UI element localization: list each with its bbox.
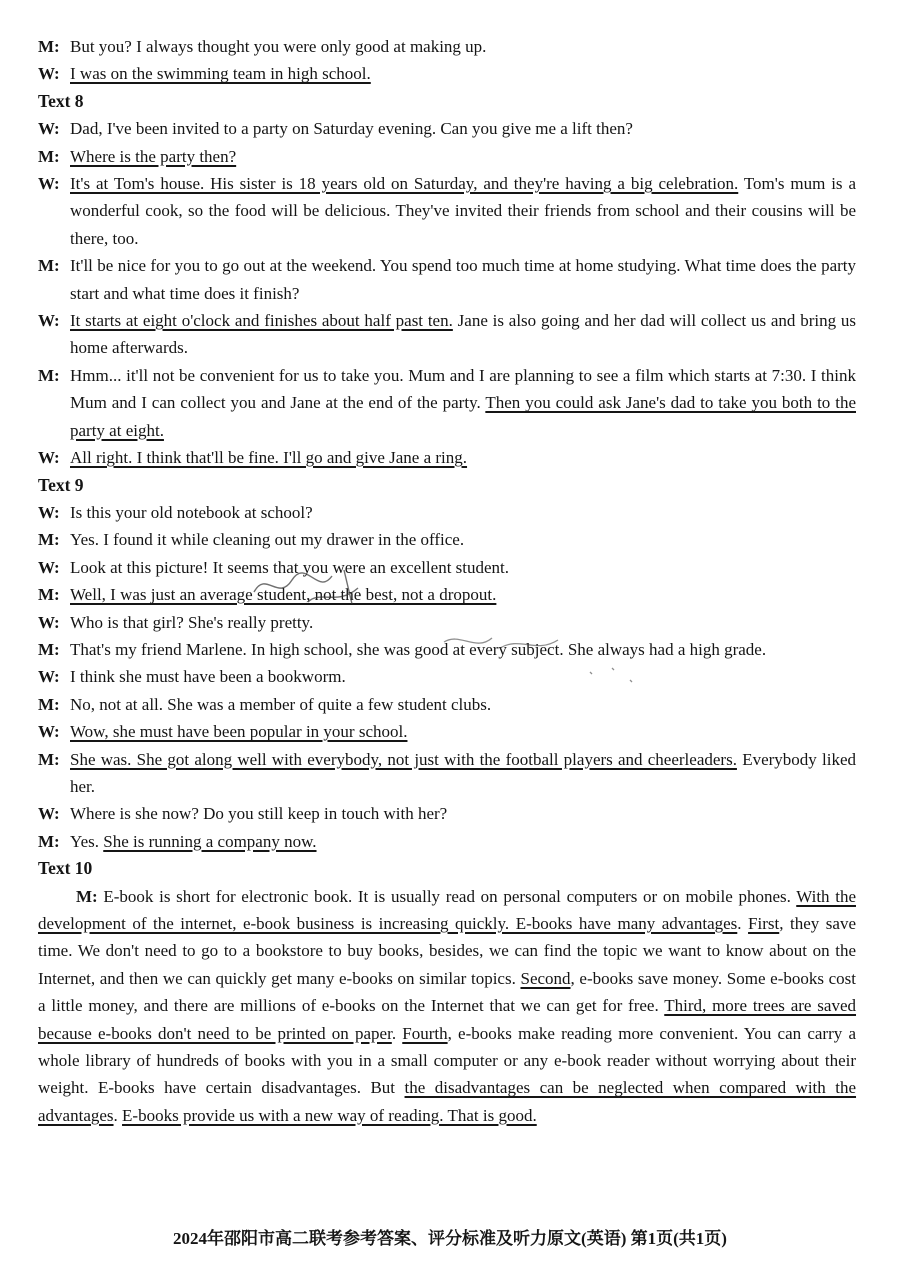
paragraph-text: , e-books make reading more convenient. You can carry a whole library of hundreds of books with you in a small computer or any e-book reader without worrying about their weight. E-books have certain disadvantages. But [38,1023,857,1098]
speaker-label: W: [38,722,60,742]
underlined-answer: E-books provide us with a new way of reading. That is good. [122,1105,537,1125]
speaker-label: M: [38,831,60,851]
dialogue-text: Yes. [70,831,99,851]
speaker-label: M: [38,694,60,714]
speaker-label: M: [38,365,60,385]
speaker-label: M: [38,530,60,550]
dialogue-text: That's my friend Marlene. In high school, she was good at every subject. She always had a high grade. [70,639,767,659]
dialogue-line [38,252,856,307]
underlined-answer: Where is the party then? [70,146,237,166]
paragraph-text: , they save time. We don't need to go to a bookstore to buy books, besides, we can find the topic we want to know about on the Internet, and then we can quickly get many e-books on similar topics. [38,914,856,988]
section-heading-text10: Text 10 [38,858,93,879]
paragraph-text: . [113,1105,118,1125]
underlined-answer: She is running a company now. [103,831,317,851]
underlined-answer: Wow, she must have been popular in your school. [70,722,408,742]
underlined-answer: the disadvantages can be neglected when compared with the advantages [38,1078,857,1125]
dialogue-line [38,526,856,553]
dialogue-line [38,800,856,827]
dialogue-text: I think she must have been a bookworm. [70,667,346,687]
speaker-label: M: [38,749,60,769]
dialogue-text: Everybody liked her. [70,749,856,796]
scribble-mark [440,628,650,688]
dialogue-text: Hmm... it'll not be convenient for us to take you. Mum and I are planning to see a film which starts at 7:30. I think Mum and I can collect you and Jane at the end of the party. [70,365,856,413]
speaker-label: M: [38,585,60,605]
dialogue-text: Where is she now? Do you still keep in touch with her? [70,804,448,824]
speaker-label: W: [38,557,60,577]
speaker-label: M: [38,639,60,659]
dialogue-line [38,444,856,471]
paragraph-text: . [737,914,742,933]
paragraph-text: E-book is short for electronic book. It is usually read on personal computers or on mobile phones. [103,886,791,906]
dialogue-text: Yes. I found it while cleaning out my drawer in the office. [70,530,465,550]
underlined-answer: She was. She got along well with everybody, not just with the football players and cheerleaders. [70,749,737,769]
underlined-answer: Third, more trees are saved because e-books don't need to be printed on paper [38,996,857,1043]
dialogue-text: Jane is also going and her dad will collect us and bring us home afterwards. [70,311,857,358]
speaker-label: W: [38,612,60,632]
page-footer: 2024年邵阳市高二联考参考答案、评分标准及听力原文(英语) 第1页(共1页) [173,1229,727,1248]
dialogue-line [38,718,856,745]
section-heading-text8: Text 8 [38,90,84,111]
dialogue-text: It'll be nice for you to go out at the weekend. You spend too much time at home studying. What time does the party start and what time does it finish? [70,256,856,303]
underlined-answer: It starts at eight o'clock and finishes about half past ten. [70,311,453,331]
dialogue-text: Is this your old notebook at school? [70,502,313,522]
dialogue-line [38,362,856,444]
dialogue-line [38,307,856,362]
underlined-answer: With the development of the internet, e-book business is increasing quickly. E-books have many advantages [38,886,856,933]
dialogue-line [38,746,856,801]
dialogue-text: Look at this picture! It seems that you were an excellent student. [70,557,510,577]
underlined-answer: All right. I think that'll be fine. I'll go and give Jane a ring. [70,448,468,468]
dialogue-text: Who is that girl? She's really pretty. [70,612,314,632]
monologue-paragraph [38,883,856,1130]
speaker-label: W: [38,804,60,824]
dialogue-line [38,554,856,581]
section-heading-text9: Text 9 [38,474,84,495]
speaker-label: W: [38,64,60,84]
dialogue-line [38,33,856,60]
underlined-answer: Then you could ask Jane's dad to take you both to the party at eight. [70,393,856,440]
speaker-label: W: [38,667,60,687]
paragraph-text: , e-books save money. Some e-books cost a little money, and there are millions of e-books on the Internet that we can get for free. [38,968,857,1016]
underlined-answer: Well, I was just an average student, not the best, not a dropout. [70,585,497,605]
speaker-label: W: [38,448,60,468]
underlined-answer: First [748,914,780,933]
handwriting-mark [248,562,388,610]
underlined-answer: It's at Tom's house. His sister is 18 years old on Saturday, and they're having a big celebration. [70,174,739,194]
dialogue-line [38,499,856,526]
underlined-answer: Second [520,968,571,988]
dialogue-line [38,60,856,87]
dialogue-line [38,581,856,608]
dialogue-line [38,170,856,252]
speaker-label: W: [38,311,60,331]
dialogue-text: Tom's mum is a wonderful cook, so the food will be delicious. They've invited their friends from school and their cousins will be there, too. [70,174,856,248]
dialogue-line [38,691,856,718]
dialogue-line [38,115,856,142]
speaker-label: M: [38,37,60,56]
underlined-answer: I was on the swimming team in high school. [70,64,371,84]
underlined-answer: Fourth [402,1023,448,1043]
dialogue-line [38,828,856,855]
speaker-label: M: [38,146,60,166]
dialogue-line [38,143,856,170]
listening-transcript [38,33,856,1129]
speaker-label: W: [38,119,60,139]
speaker-label: M: [76,886,98,906]
paragraph-text: . [391,1023,397,1043]
speaker-label: M: [38,256,60,276]
dialogue-text: But you? I always thought you were only good at making up. [70,37,487,56]
dialogue-text: No, not at all. She was a member of quite a few student clubs. [70,694,492,714]
speaker-label: W: [38,174,60,194]
dialogue-text: Dad, I've been invited to a party on Saturday evening. Can you give me a lift then? [70,119,633,139]
speaker-label: W: [38,502,60,522]
